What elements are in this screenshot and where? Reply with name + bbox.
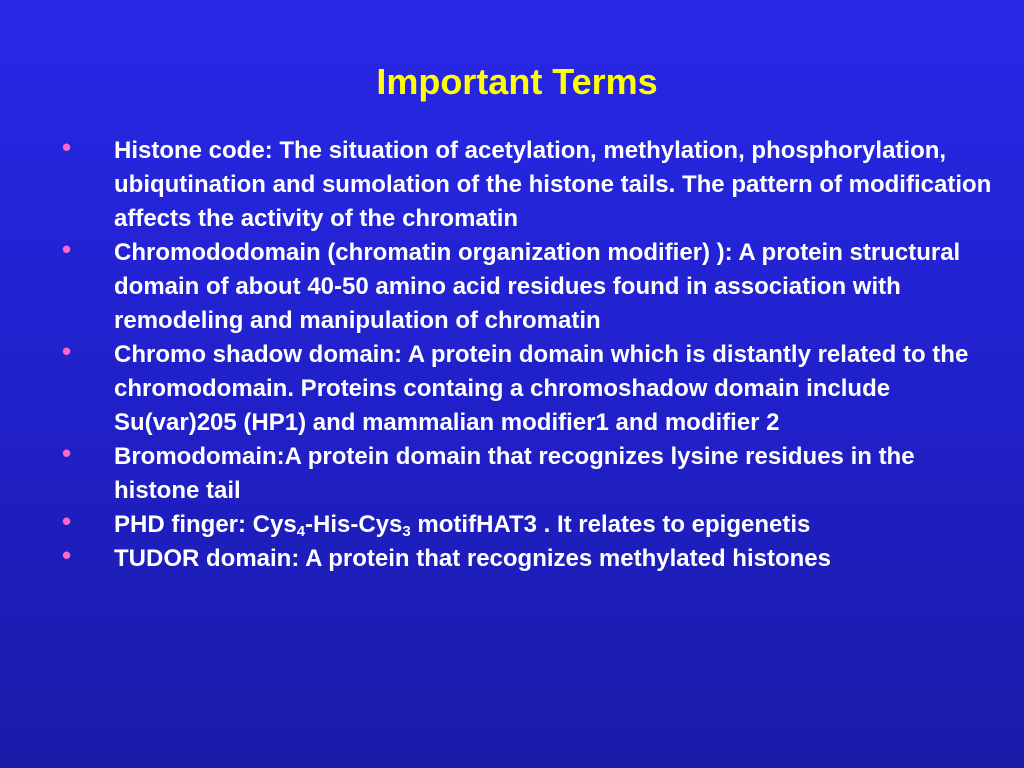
bullet-text: Bromodomain:A protein domain that recognizes lysine residues in the histone tail <box>114 443 915 504</box>
bullet-text: Histone code: The situation of acetylation, methylation, phosphorylation, ubiqutination and sumolation of the histone tails. The pattern of modification affects the activity of the chromatin <box>114 137 992 232</box>
subscript: 3 <box>402 523 411 540</box>
bullet-dot-icon: • <box>62 234 72 264</box>
subscript: 4 <box>296 523 306 540</box>
bullet-text: Chromo shadow domain: A protein domain which is distantly related to the chromodomain. Proteins containg a chromoshadow domain include Su(var)205 (HP1) and mammalian modifier1 and modifier 2 <box>114 341 969 436</box>
bullet-text: TUDOR domain: A protein that recognizes methylated histones <box>114 545 831 572</box>
bullet-text-part: PHD finger: Cys <box>114 511 297 538</box>
bullet-bromodomain <box>62 440 992 508</box>
slide-title: Important Terms <box>376 61 658 102</box>
bullet-chromodomain <box>62 236 992 338</box>
bullet-tudor-domain <box>62 542 992 576</box>
bullet-text-part: motifHAT3 . It relates to epigenetis <box>410 511 811 538</box>
bullet-dot-icon: • <box>62 336 72 366</box>
bullet-text: Chromododomain (chromatin organization modifier) ): A protein structural domain of about 40-50 amino acid residues found in association with remodeling and manipulation of chromatin <box>114 239 961 334</box>
bullet-chromo-shadow-domain <box>62 338 992 440</box>
bullet-phd-finger <box>62 508 992 542</box>
bullet-histone-code <box>62 134 992 236</box>
bullet-dot-icon: • <box>62 540 72 570</box>
bullet-dot-icon: • <box>62 132 72 162</box>
bullet-text-part: -His-Cys <box>305 511 403 538</box>
bullet-dot-icon: • <box>62 506 72 536</box>
bullet-list <box>62 134 992 576</box>
bullet-dot-icon: • <box>62 438 72 468</box>
